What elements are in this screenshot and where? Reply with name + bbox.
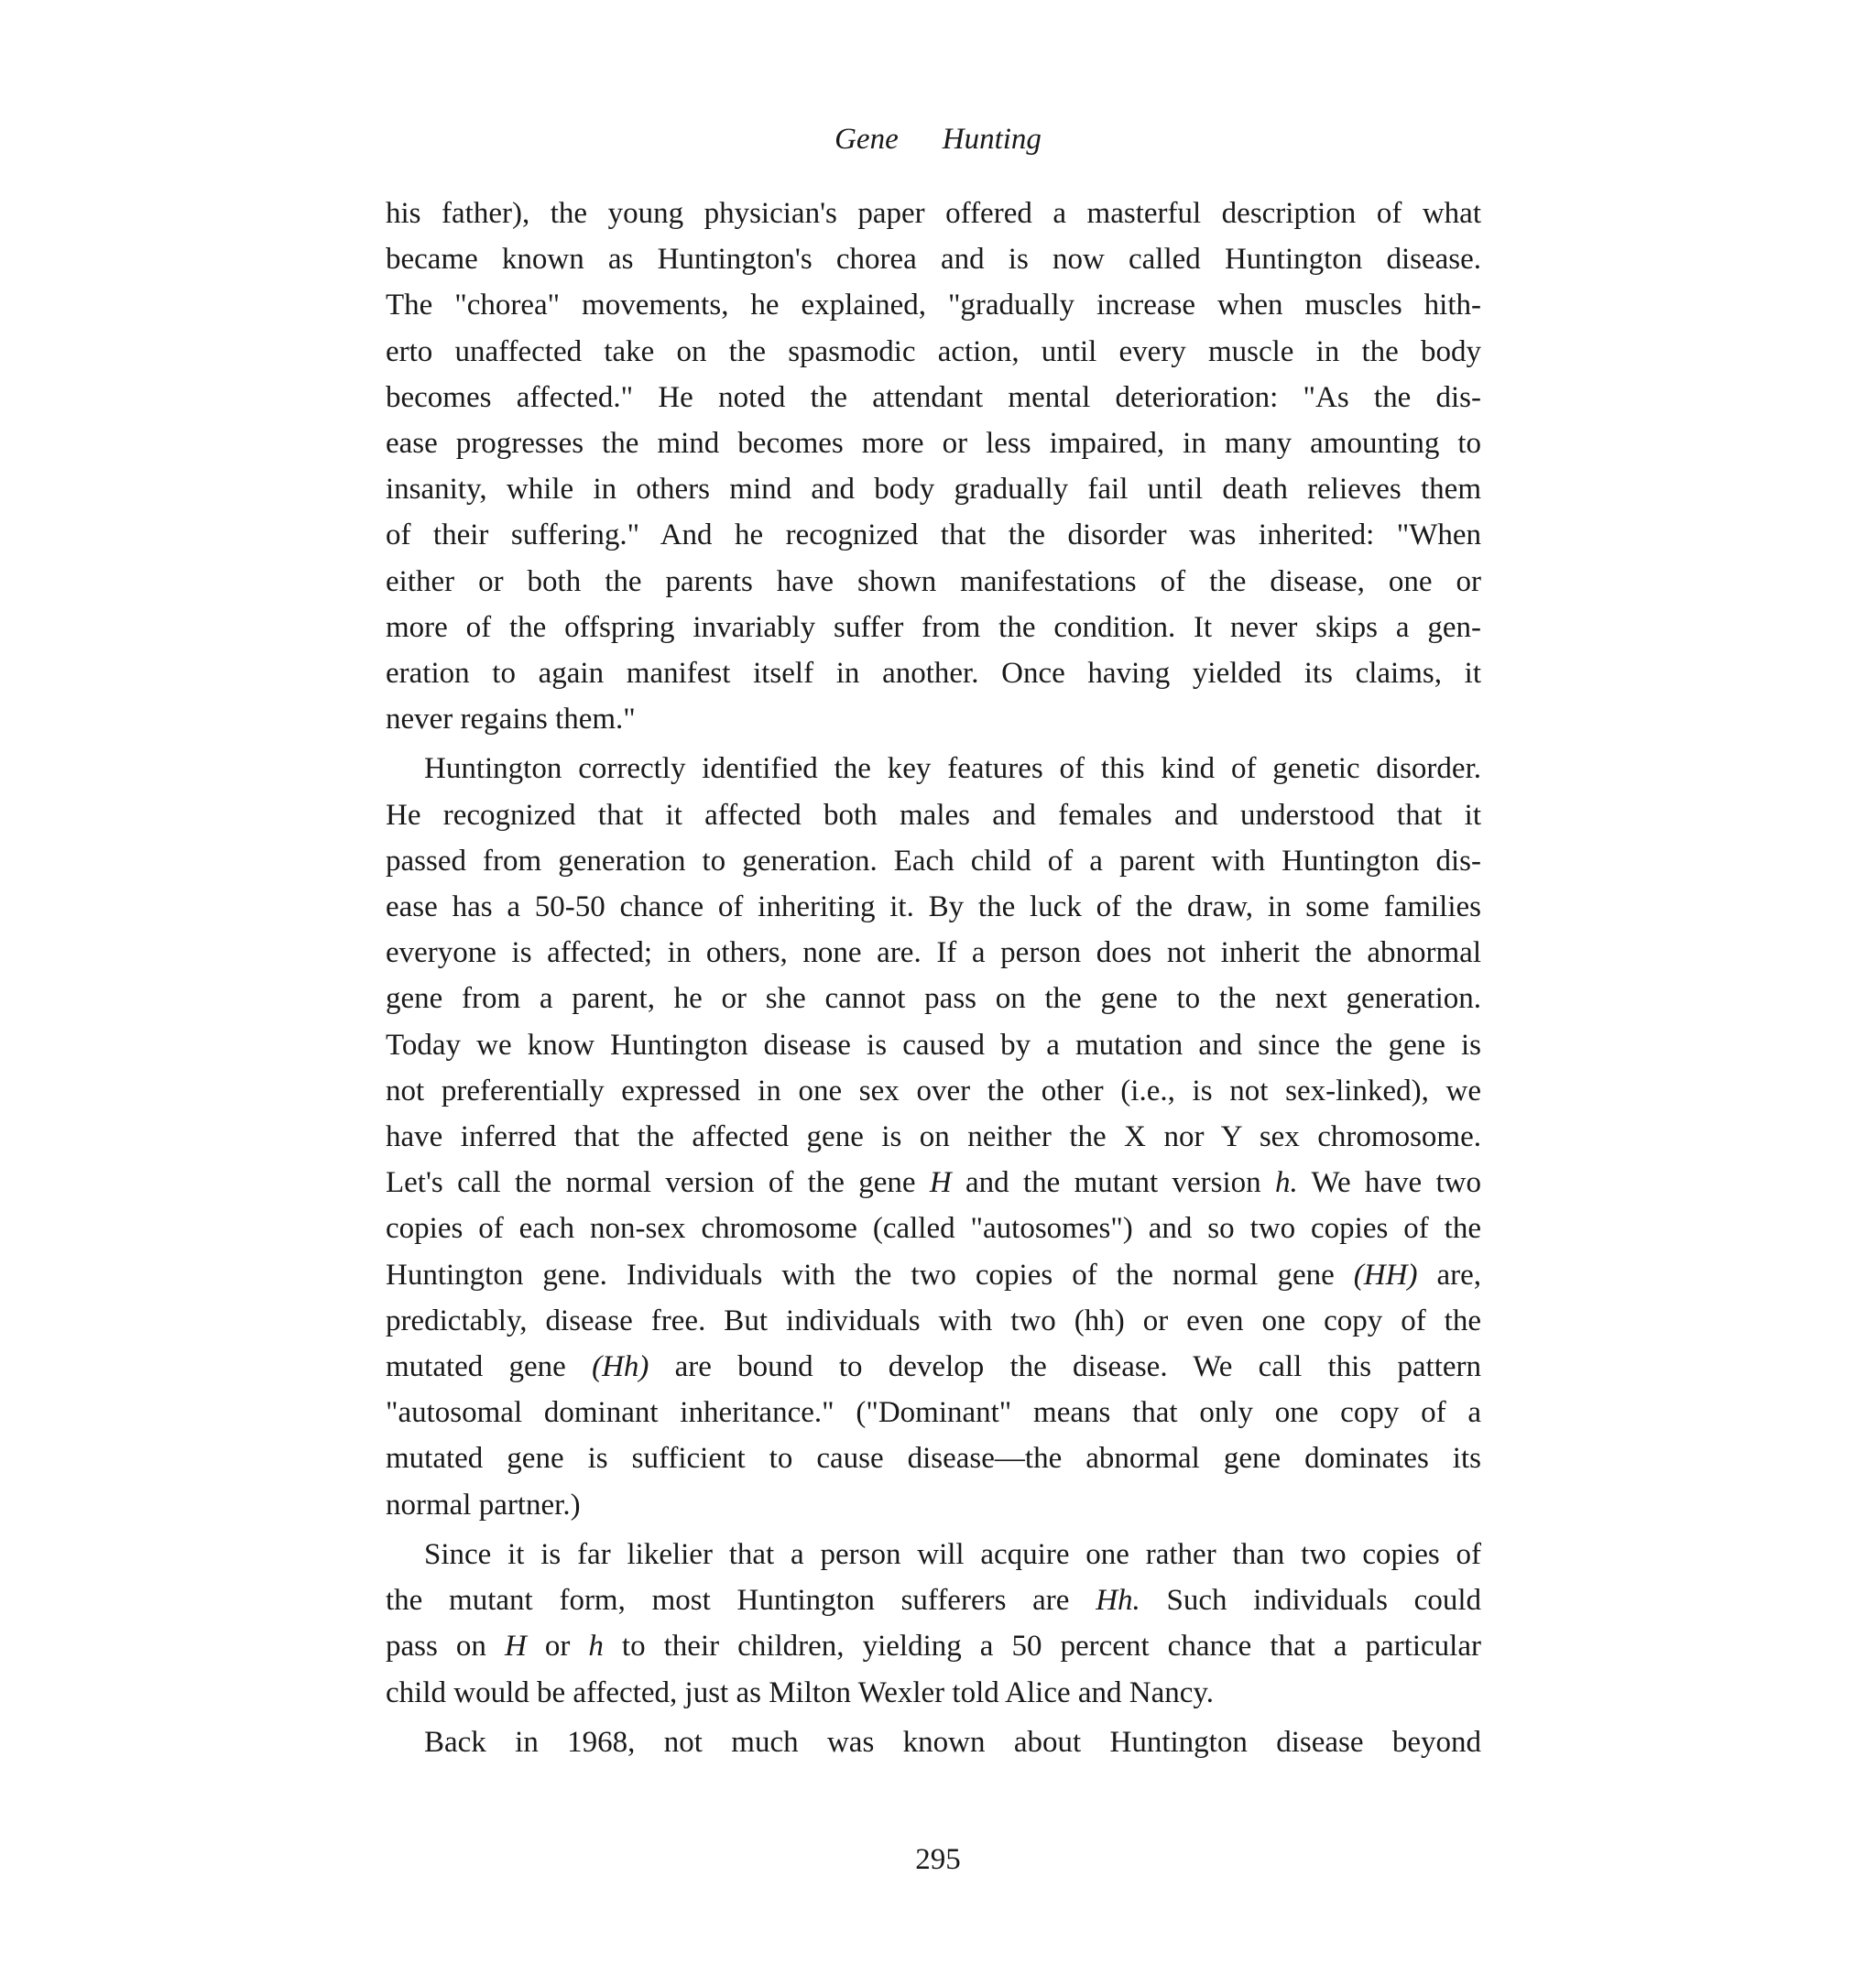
text-line (386, 1623, 1481, 1669)
text-run: the mutant form, most Huntington sufferers are (386, 1584, 1096, 1618)
text-line: erto unaffected take on the spasmodic action, until every muscle in the body (386, 334, 1481, 368)
text-run: are, (1417, 1258, 1481, 1292)
italic-symbol: h. (1274, 1166, 1298, 1200)
running-head-word-2: Hunting (942, 123, 1042, 156)
text-line: of their suffering." And he recognized that the disorder was inherited: "When (386, 518, 1481, 552)
text-run: pass on (386, 1630, 505, 1664)
italic-symbol: H (929, 1166, 952, 1200)
text-run: to their children, yielding a 50 percent chance that a particular (603, 1630, 1481, 1664)
text-line: child would be affected, just as Milton Wexler told Alice and Nancy. (386, 1675, 1215, 1709)
text-line: not preferentially expressed in one sex over the other (i.e., is not sex-linked), we (386, 1074, 1481, 1108)
text-line: predictably, disease free. But individuals with two (hh) or even one copy of the (386, 1304, 1481, 1337)
text-line: Back in 1968, not much was known about Huntington disease beyond (424, 1725, 1481, 1759)
text-run: Huntington gene. Individuals with the two copies of the normal gene (386, 1258, 1354, 1292)
text-line (386, 1160, 1481, 1206)
text-line: became known as Huntington's chorea and is now called Huntington disease. (386, 243, 1481, 277)
text-line: passed from generation to generation. Each child of a parent with Huntington dis- (386, 844, 1481, 878)
text-line: Since it is far likelier that a person will acquire one rather than two copies of (424, 1537, 1481, 1571)
text-line: Huntington correctly identified the key features of this kind of genetic disorder. (424, 752, 1481, 786)
paragraph-3 (386, 1532, 1481, 1716)
paragraph-2 (386, 746, 1481, 1527)
text-run: Let's call the normal version of the gene (386, 1166, 930, 1200)
italic-symbol: h (588, 1630, 604, 1664)
text-line: ease has a 50-50 chance of inheriting it. By the luck of the draw, in some families (386, 890, 1481, 924)
text-line: his father), the young physician's paper offered a masterful description of what (386, 197, 1481, 230)
text-run: are bound to develop the disease. We call this pattern (649, 1350, 1482, 1384)
text-line (386, 1344, 1481, 1390)
text-run: Such individuals could (1140, 1584, 1481, 1618)
text-line: becomes affected." He noted the attendant mental deterioration: "As the dis- (386, 380, 1481, 414)
text-line: gene from a parent, he or she cannot pass on the gene to the next generation. (386, 982, 1481, 1016)
text-line: He recognized that it affected both males and females and understood that it (386, 798, 1481, 832)
text-line: everyone is affected; in others, none are. If a person does not inherit the abnormal (386, 936, 1481, 970)
text-line: normal partner.) (386, 1488, 581, 1522)
paragraph-4 (386, 1719, 1481, 1765)
text-run: We have two (1297, 1166, 1481, 1200)
text-line: mutated gene is sufficient to cause disease—the abnormal gene dominates its (386, 1442, 1481, 1476)
text-line (386, 1577, 1481, 1623)
text-line: "autosomal dominant inheritance." ("Dominant" means that only one copy of a (386, 1396, 1481, 1430)
text-run: and the mutant version (951, 1166, 1275, 1200)
text-line: insanity, while in others mind and body gradually fail until death relieves them (386, 473, 1481, 507)
text-line: copies of each non-sex chromosome (called "autosomes") and so two copies of the (386, 1212, 1481, 1246)
text-run: or (526, 1630, 589, 1664)
paragraph-1 (386, 191, 1481, 742)
text-line (386, 1252, 1481, 1298)
italic-symbol: Hh. (1096, 1584, 1140, 1618)
text-line: more of the offspring invariably suffer from the condition. It never skips a gen- (386, 610, 1481, 644)
page-number: 295 (915, 1843, 961, 1876)
text-line: The "chorea" movements, he explained, "gradually increase when muscles hith- (386, 289, 1481, 322)
text-line: either or both the parents have shown manifestations of the disease, one or (386, 564, 1481, 598)
text-line: have inferred that the affected gene is on neither the X nor Y sex chromosome. (386, 1120, 1481, 1154)
text-line: eration to again manifest itself in another. Once having yielded its claims, it (386, 657, 1481, 691)
running-head (0, 116, 1876, 162)
running-head-word-1: Gene (834, 123, 899, 156)
italic-symbol: (HH) (1353, 1258, 1418, 1292)
italic-symbol: H (504, 1630, 527, 1664)
text-line: Today we know Huntington disease is caused by a mutation and since the gene is (386, 1028, 1481, 1062)
italic-symbol: (Hh) (592, 1350, 649, 1384)
text-run: mutated gene (386, 1350, 593, 1384)
text-line: ease progresses the mind becomes more or less impaired, in many amounting to (386, 427, 1481, 461)
body-text (386, 191, 1481, 1765)
text-line: never regains them." (386, 703, 636, 737)
